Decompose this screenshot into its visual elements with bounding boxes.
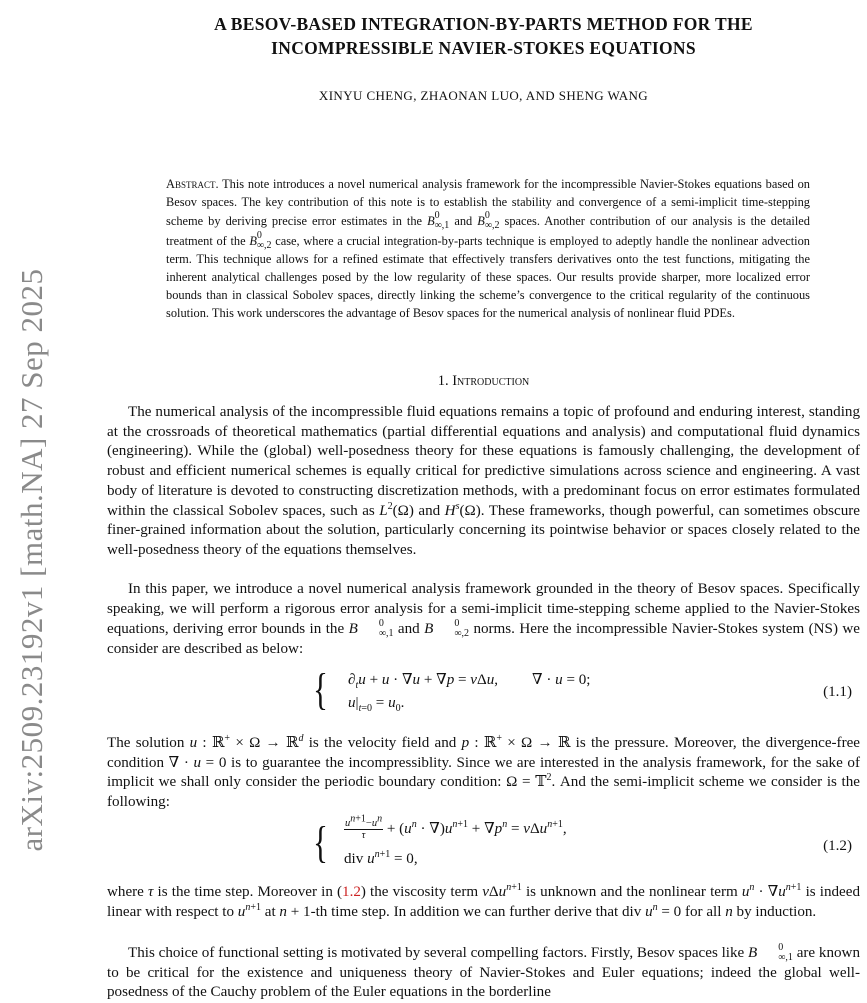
paragraph-2: In this paper, we introduce a novel numerical analysis framework grounded in the theory of Besov spaces. Specifically speaking, we will perform a rigorous error analysis for a semi-implicit time-stepping scheme applied to the Navier-Stokes equations, deriving error bounds in the B 0 ∞,1 and B 0 ∞,2 norms. Here the incompressible Navier-Stokes system (NS) we consider are described as below: [107,581,861,658]
equation-1-1: { $\partial_tu + u \cdot \nabla u + \nabla p = \nu\Delta u$, ∇ · u = 0; $u|_{t=0} = u_0$. (1.1) [313,665,852,715]
section-title: Introduction [452,373,530,389]
equation-1-1-number: (1.1) [823,684,852,700]
paragraph-1: The numerical analysis of the incompressible fluid equations remains a topic of profound and enduring interest, standing at the crossroads of theoretical mathematics (partial differential equations and analysis) and computational fluid dynamics (engineering). While the (global) well-posedness theory for these equations is famously challenging, the development of robust and efficient numerical schemes is equally critical for predictive simulations across science and engineering. A vast body of literature is devoted to constructing discretization methods, with a predominant focus on error estimates formulated within the classical Sobolev spaces, such as $L^2(\Omega)$ and $H^s(\Omega)$. These frameworks, though powerful, can sometimes obscure finer-grained information about the solution, particularly concerning its pointwise behavior or spaces closely related to the well-posedness theory of the equations themselves. [107,404,860,558]
section-number: 1. [437,373,449,389]
title-line-1: A BESOV-BASED INTEGRATION-BY-PARTS METHOD FOR THE [214,14,753,34]
abstract: Abstract. This note introduces a novel numerical analysis framework for the incompressible Navier-Stokes equations based on Besov spaces. The key contribution of this note is to establish the stability and convergence of a semi-implicit time-stepping scheme by deriving precise error estimates in the B 0 ∞,1 and B 0 ∞,2 spaces. Another contribution of our analysis is the detailed treatment of the B 0 ∞,2 case, where a crucial integration-by-parts technique is employed to adeptly handle the nonlinear advection term. This technique allows for a refined estimate that effectively transfers derivatives onto the test functions, mitigating the inherent analytical challenges posed by the low regularity of these spaces. Our results provide sharper, more localized error bounds than in classical Sobolev spaces, directly linking the scheme’s convergence to the critical regularity of the continuous solution. This work underscores the advantage of Besov spaces for the numerical analysis of nonlinear fluid PDEs. [166,177,810,320]
equation-reference-link[interactable]: 1.2 [342,884,361,900]
abstract-label: Abstract. [166,177,219,191]
paper-title [107,12,860,60]
paragraph-5: This choice of functional setting is motivated by several compelling factors. Firstly, Besov spaces like B 0 ∞,1 are known to be critical for the existence and uniqueness theory of Navier-Stokes and Euler equations; indeed the global well-posedness of the Cauchy problem of the Euler equations in the borderline [107,942,860,1001]
title-line-2: INCOMPRESSIBLE NAVIER-STOKES EQUATIONS [271,38,696,58]
equation-1-2-number: (1.2) [823,838,852,854]
arxiv-identifier: arXiv:2509.23192v1 [math.NA] 27 Sep 2025 [14,268,49,852]
paragraph-3: The solution u : ℝ+ × Ω → ℝ$^d$ is the velocity field and p : ℝ+ × Ω → ℝ is the pressure. Moreover, the divergence-free condition ∇ · u = 0 is to guarantee the incompressiblity. Since we are interested in the analysis framework, for the sake of implicit we shall only consider the periodic boundary condition: Ω = 𝕋$^2$. And the semi-implicit scheme we consider is the following: [107,732,860,811]
paragraph-4: where τ is the time step. Moreover in (1.2) the viscosity term νΔu$^{n+1}$ is unknown and the nonlinear term $u^n \cdot \nabla u^{n+1}$ is indeed linear with respect to $u^{n+1}$ at n + 1-th time step. In addition we can further derive that div $u^n = 0$ for all n by induction. [107,881,860,920]
author-list: XINYU CHENG, ZHAONAN LUO, AND SHENG WANG [318,88,649,103]
equation-1-2: { $\frac{u^{n+1}-u^n}{\tau}$ + $(u^n \cdot \nabla)u^{n+1} + \nabla p^n = \nu\Delta u^{n+1}$, div $u^{n+1} = 0$, (1.2) [313,813,852,867]
arxiv-identifier-sidebar [0,0,60,1000]
section-heading [107,373,860,390]
